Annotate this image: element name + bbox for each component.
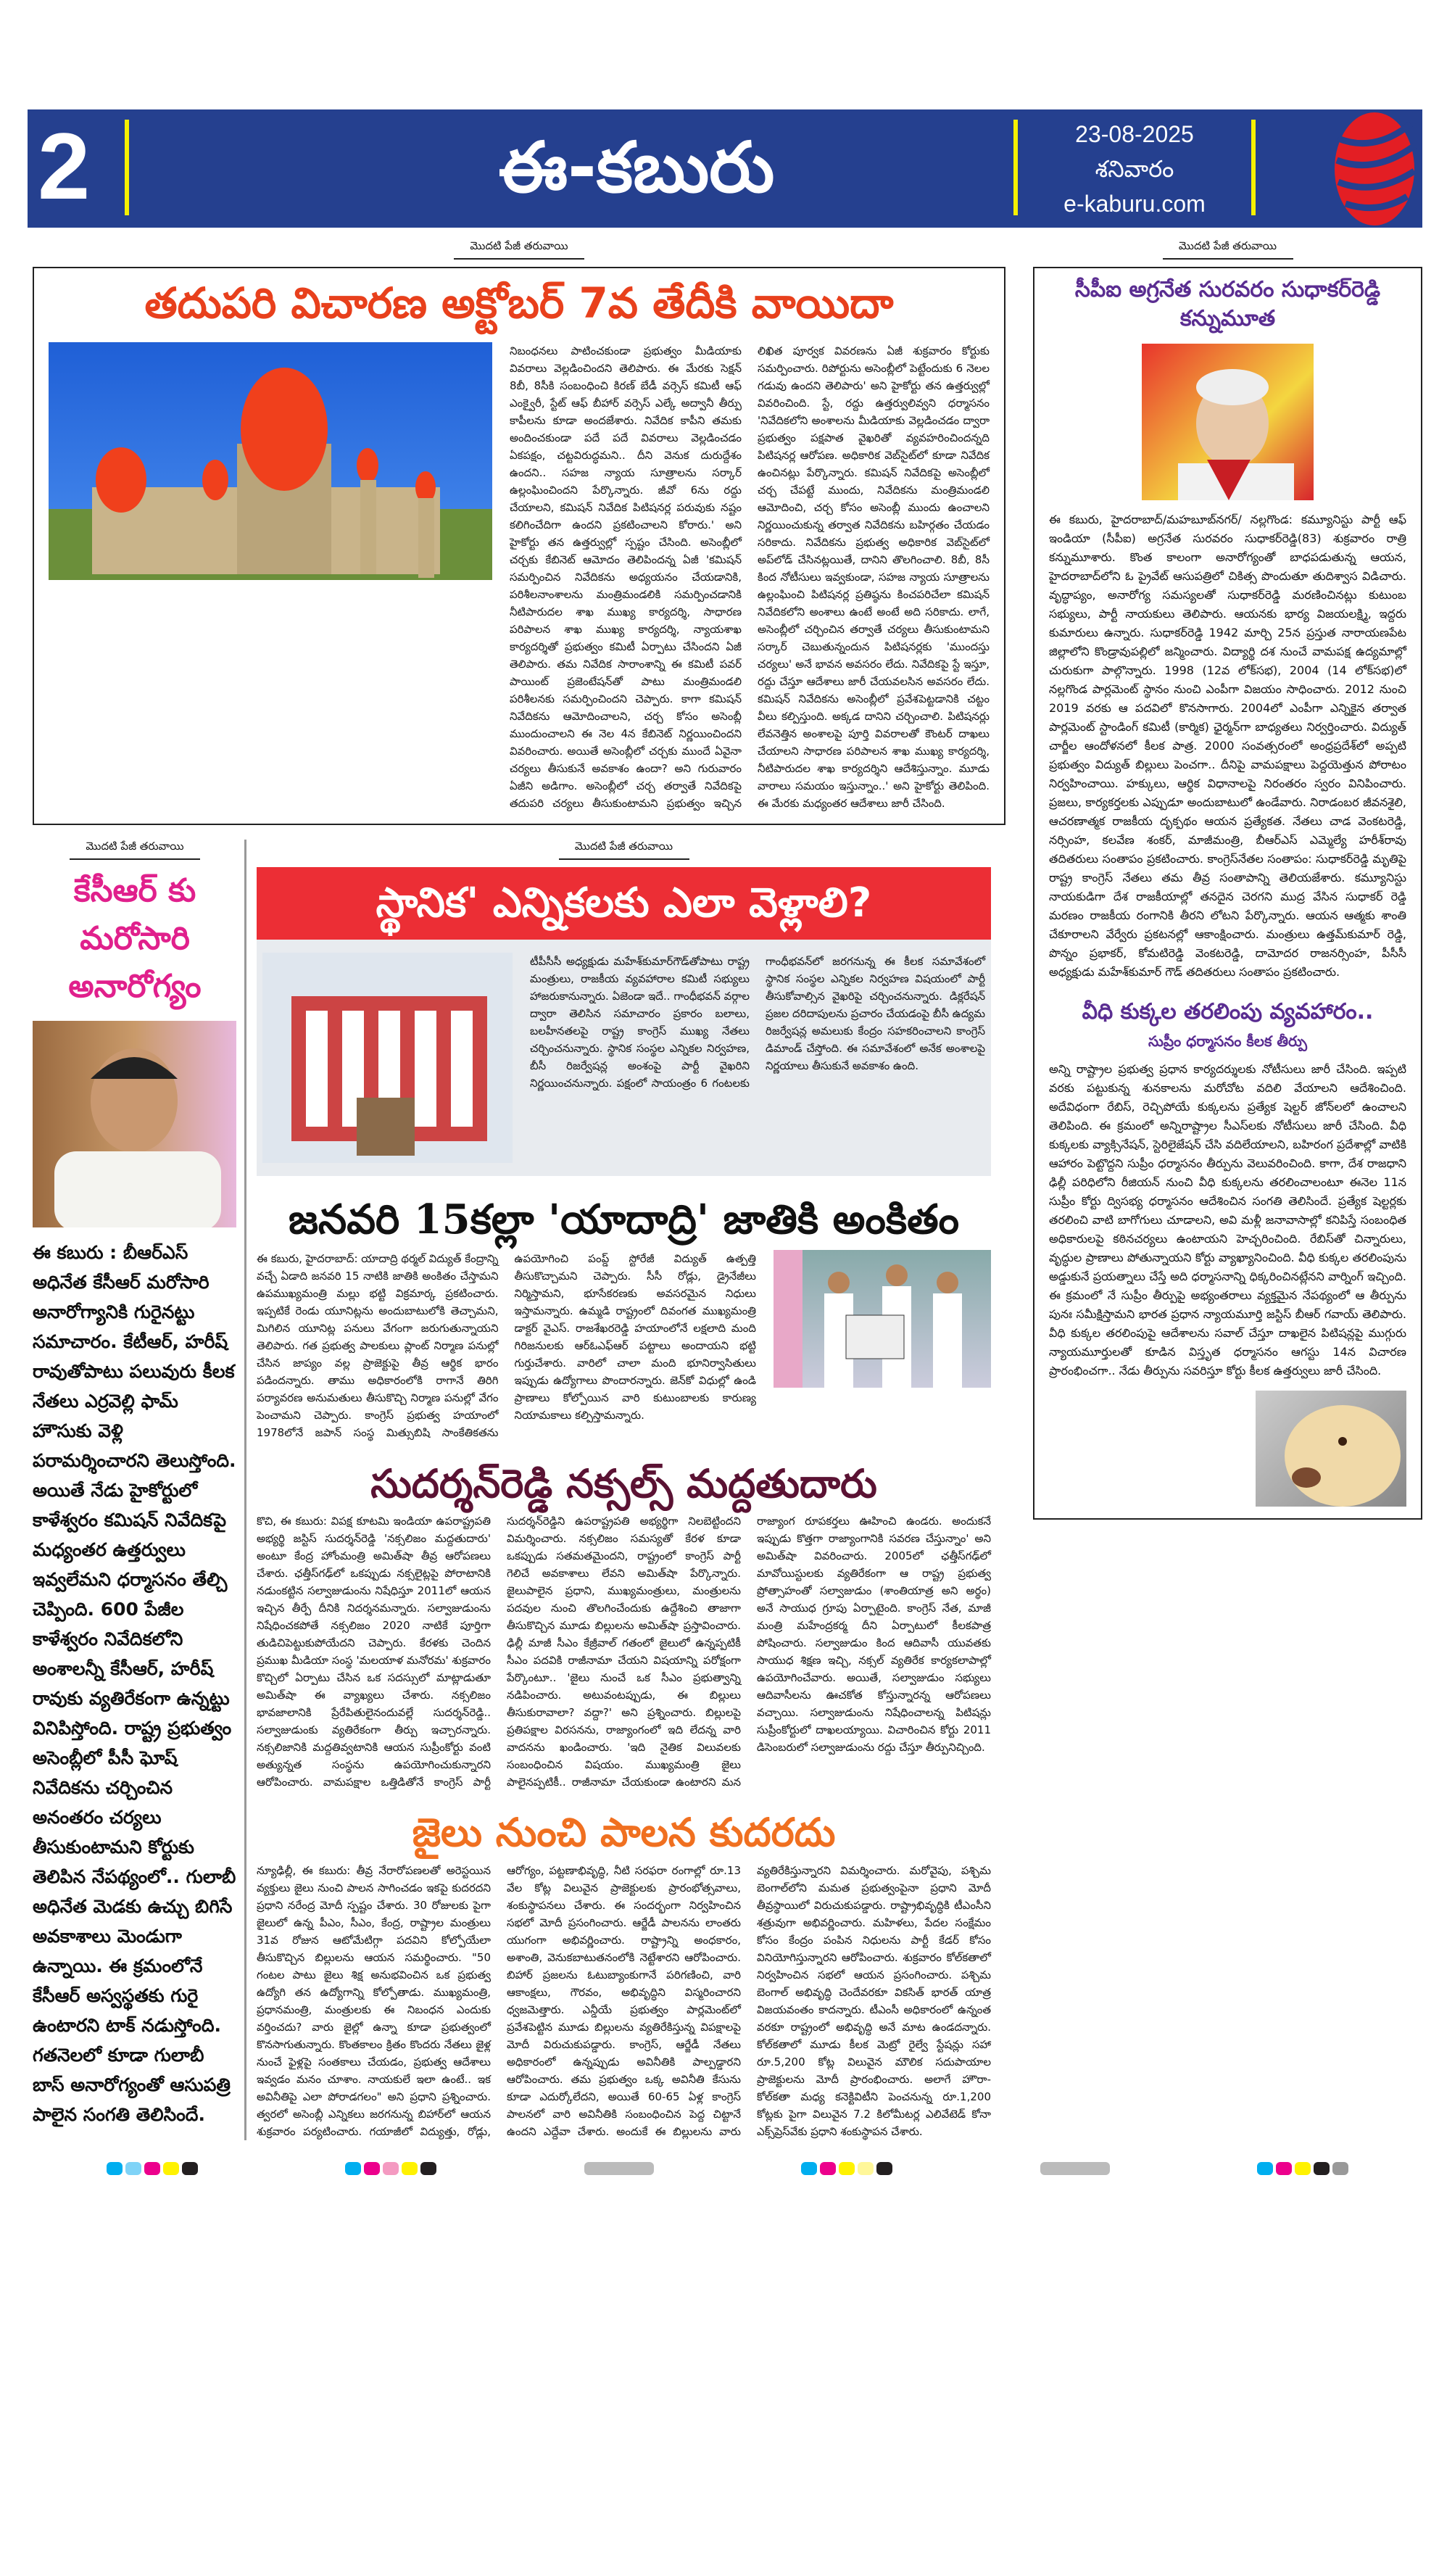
continued-label: మొదటి పేజీ తరువాయి	[454, 239, 584, 260]
building-photo	[262, 953, 513, 1163]
masthead	[28, 109, 1422, 228]
registration-marks	[107, 2162, 198, 2175]
headline	[33, 867, 237, 1011]
kcr-photo	[33, 1021, 236, 1227]
article-body: ఈ కబురు, హైదరాబాద్/మహబూబ్‌నగర్/ నల్లగొండ: కమ్యూనిస్టు పార్టీ ఆఫ్ ఇండియా (సీపీఐ) అగ్రనేత సురవరం సుధాకర్‌రెడ్డి(83) శుక్రవారం రాత్రి కన్నుమూశారు. కొంత కాలంగా అనారోగ్యంతో బాధపడుతున్న ఆయన, హైదరాబాద్‌లోని ఓ ప్రైవేట్ ఆసుపత్రిలో చికిత్స పొందుతూ తుదిశ్వాస విడిచారు. వృద్ధాప్యం, అనారోగ్య సమస్యలతో సుధాకర్‌రెడ్డి మరణించినట్లు కుటుంబ సభ్యులు, పార్టీ నాయకులు తెలిపారు. ఆయనకు భార్య విజయలక్ష్మి, ఇద్దరు కుమారులు ఉన్నారు. సుధాకర్‌రెడ్డి 1942 మార్చి 25న ప్రస్తుత నారాయణపేట జిల్లాలోని కొండ్రావుపల్లిలో జన్మించారు. విద్యార్థి దశ నుంచే వామపక్ష ఉద్యమాల్లో చురుకుగా పాల్గొన్నారు. 1998 (12వ లోక్‌సభ), 2004 (14 లోక్‌సభ)లో నల్లగొండ పార్లమెంట్ స్థానం నుంచి ఎంపీగా విజయం సాధించారు. 2012 నుంచి 2019 వరకు ఆ పదవిలో కొనసాగారు. 2004లో ఎంపీగా ఎన్నికైన తర్వాత పార్లమెంట్ స్టాండింగ్ కమిటీ (కార్మిక) ఛైర్మన్‌గా బాధ్యతలు నిర్వర్తించారు. విద్యుత్ చార్జీల ఆందోళనలో కీలక పాత్ర. 2000 సంవత్సరంలో అంధ్రప్రదేశ్‌లో అప్పటి ప్రభుత్వం విద్యుత్ బిల్లులు పెంచగా.. దీనిపై వామపక్షాలు పెద్దయెత్తున పోరాటం నిర్వహించాయి. హక్కులు, ఆర్థిక విధానాలపై నిరంతరం స్వరం వినిపించారు. ప్రజలు, కార్యకర్తలకు ఎప్పుడూ అందుబాటులో ఉండేవారు. నిరాడంబర జీవనశైలి, ఆచరణాత్మక రాజకీయ దృక్పథం ఆయన ప్రత్యేకత. నేతలు చాడ వెంకటరెడ్డి, నర్సింహ, కలవేణ శంకర్, మాజీమంత్రి, బీఆర్‌ఎస్ ఎమ్మెల్యే హరీశ్‌రావు తదితరులు సంతాపం ప్రకటించారు. కాంగ్రెస్‌నేతల సంతాపం: సుధాకర్‌రెడ్డి మృతిపై రాష్ట్ర కాంగ్రెస్ నేతలు తమ తీవ్ర సంతాపాన్ని తెలియజేశారు. కమ్యూనిస్టు నాయకుడిగా దేశ రాజకీయాల్లో తనదైన చెరగని ముద్ర వేసిన సుధాకర్ రెడ్డి మరణం రాజకీయ రంగానికి తీరని లోటని పేర్కొన్నారు. ఆయన ఆత్మకు శాంతి చేకూరాలని వేర్వేరు ప్రకటనల్లో ఆకాంక్షించారు. మంత్రులు ఉత్తమ్‌కుమార్ రెడ్డి, పొన్నం ప్రభాకర్, కోమటిరెడ్డి వెంకటరెడ్డి, దామోదర రాజనర్సింహ, పీసీసీ అధ్యక్షుడు మహేశ్‌కుమార్ గౌడ్ తదితరులు సంతాపం ప్రకటించారు.	[1049, 513, 1406, 979]
registration-marks	[345, 2162, 436, 2175]
banner-local-elections	[257, 867, 991, 940]
article-body: టీపీసీసీ అధ్యక్షుడు మహేశ్‌కుమార్‌గౌడ్‌తోపాటు రాష్ట్ర మంత్రులు, రాజకీయ వ్యవహారాల కమిటీ సభ్యులు హాజరుకానున్నారు. ఏజెండా ఇదే.. గాంధీభవన్ వర్గాల ద్వారా తెలిసిన సమాచారం ప్రకారం బలాలు, బలహీనతలపై రాష్ట్ర కాంగ్రెస్ ముఖ్య నేతలు చర్చించనున్నారు. స్థానిక సంస్థల ఎన్నికల నిర్వహణ, బీసీ రిజర్వేషన్ల అంశంపై పార్టీ వైఖరిని నిర్ణయించనున్నారు. పక్షంలో సాయంత్రం 6 గంటలకు గాంధీభవన్‌లో జరగనున్న ఈ కీలక సమావేశంలో స్థానిక సంస్థల ఎన్నికల నిర్వహణ విషయంలో పార్టీ తీసుకోవాల్సిన వైఖరిపై చర్చించనున్నారు. డిక్లరేషన్ ప్రజల దరిదాపులను ప్రచారం చేయడంపై బీసీ ఉద్యమ రిజర్వేషన్ల అమలుకు కేంద్రం సహకరించాలని కాంగ్రెస్ డిమాండ్ చేస్తోంది. ఈ సమావేశంలో అనేక అంశాలపై నిర్ణయాలు తీసుకునే అవకాశం ఉంది.	[530, 955, 985, 1090]
divider	[1013, 120, 1018, 215]
headline: తదుపరి విచారణ అక్టోబర్ 7వ తేదీకి వాయిదా	[144, 278, 894, 328]
headline-sudarshan: సుదర్శన్‌రెడ్డి నక్సల్స్ మద్దతుదారు	[370, 1460, 877, 1507]
registration-marks	[1257, 2162, 1348, 2175]
lower-section	[33, 840, 1005, 2140]
registration-marks	[1040, 2162, 1110, 2175]
article-body: నిబంధనలు పాటించకుండా ప్రభుత్వం మీడియాకు వివరాలు వెల్లడించిందని తెలిపారు. ఈ మేరకు సెక్షన్ 8బీ, 8సీకి సంబంధించి కిరణ్ బేడీ వర్సెస్ కమిటీ ఆఫ్ ఎంక్వైరీ, స్టేట్ ఆఫ్ బీహార్ వర్సెస్ ఎల్కే అద్వానీ తీర్పు కాపీలను కూడా అందజేశారు. నివేదిక కాపీని తమకు అందించకుండా పదే పదే వివరాలు వెల్లడించడం ఏకపక్షం, చట్టవిరుద్ధమని.. దీని వెనుక దురుద్దేశం ఉందని.. సహజ న్యాయ సూత్రాలను సర్కార్ ఉల్లంఘించిందని పేర్కొన్నారు. జీవో 6ను రద్దు చేయాలని, కమిషన్ నివేదిక పిటిషనర్ల పరువుకు నష్టం కలిగించేదిగా ఉందని ప్రకటించాలని కోరారు.' అని హైకోర్టు తన ఉత్తర్వుల్లో స్పష్టం చేసింది. అసెంబ్లీలో చర్చకు కేబినెట్ ఆమోదం తెలిపిందన్న ఏజీ 'కమిషన్ సమర్పించిన నివేదికను అధ్యయనం చేయడానికి, పరిశీలనాంశాలను మంత్రిమండలికి సమర్పించడానికి నీటిపారుదల శాఖ ముఖ్య కార్యదర్శి, సాధారణ పరిపాలన శాఖ ముఖ్య కార్యదర్శి, న్యాయశాఖ కార్యదర్శితో ప్రభుత్వం కమిటీ ఏర్పాటు చేసిందని ఏజీ తెలిపారు. తమ నివేదిక సారాంశాన్ని ఈ కమిటీ పవర్ పాయింట్ ప్రజెంటేషన్‌తో పాటు మంత్రిమండలి పరిశీలనకు సమర్పించిందని చెప్పారు. కాగా కమిషన్ నివేదికను ఆమోదించాలని, చర్చ కోసం అసెంబ్లీ ముందుంచాలని ఈ నెల 4న కేబినెట్ నిర్ణయించిందని వివరించారు. అయితే అసెంబ్లీలో చర్చకు ముందే ఏవైనా చర్యలు తీసుకునే అవకాశం ఉందా? అని గురువారం ఏజీని అడిగాం. అసెంబ్లీలో చర్చ తర్వాతే నివేదికపై తదుపరి చర్యలు తీసుకుంటామని ప్రభుత్వం ఇచ్చిన లిఖిత పూర్వక వివరణను ఏజీ శుక్రవారం కోర్టుకు సమర్పించారు. రిపోర్టును అసెంబ్లీలో పెట్టేందుకు 6 నెలల గడువు ఉందని తెలిపారు' అని హైకోర్టు తన ఉత్తర్వుల్లో వివరించింది. స్టే, రద్దు ఉత్తర్వులివ్వని ధర్మాసనం 'నివేదికలోని అంశాలను మీడియాకు వెల్లడించడం ద్వారా ప్రభుత్వం పక్షపాత వైఖరితో వ్యవహరించిందన్నది పిటిషనర్ల ఆరోపణ. అధికారిక వెబ్‌సైట్‌లో కూడా నివేదిక ఉంచినట్లు పేర్కొన్నారు. కమిషన్ నివేదికపై అసెంబ్లీలో చర్చ చేపట్టే ముందు, నివేదికను మంత్రిమండలి ఆమోదించి, చర్చ కోసం అసెంబ్లీ ముందు ఉంచాలని నిర్ణయించుకున్న తర్వాత నివేదికను బహిర్గతం చేయడం సరికాదు. నివేదికను ప్రభుత్వ అధికారిక వెబ్‌సైట్‌లో అప్‌లోడ్ చేసినట్లయితే, దానిని తొలగించాలి. 8బీ, 8సీ కింద నోటీసులు ఇవ్వకుండా, సహజ న్యాయ సూత్రాలను ఉల్లంఘించి పిటిషనర్ల ప్రతిష్ఠను కించపరిచేలా కమిషన్ నివేదికలోని అంశాలు ఉంటే అంటే అది సరికాదు. లాగే, అసెంబ్లీలో చర్చించిన తర్వాతే చర్యలు తీసుకుంటామని సర్కార్ చెబుతున్నందున పిటిషనర్లకు 'ముందస్తు చర్యలు' అనే భావన అవసరం లేదు. నివేదికపై స్టే ఇస్తూ, రద్దు చేస్తూ ఆదేశాలు జారీ చేయవలసిన అవసరం లేదు. కమిషన్ నివేదికను అసెంబ్లీలో ప్రవేశపెట్టడానికి చట్టం వీలు కల్పిస్తుంది. అక్కడ దానిని చర్చించాలి. పిటిషనర్లు లేవనెత్తిన అంశాలపై పూర్తి వివరాలతో కౌంటర్ దాఖలు చేయాలని సాధారణ పరిపాలన శాఖ ముఖ్య కార్యదర్శి, నీటిపారుదల శాఖ కార్యదర్శిని ఆదేశిస్తున్నాం. మూడు వారాలు సమయం ఇస్తున్నాం..' అని హైకోర్టు తెలిపింది. ఈ మేరకు మధ్యంతర ఆదేశాలు జారీ చేసింది.	[510, 344, 990, 810]
headline-line: మరోసారి	[80, 920, 190, 957]
headline-jail: జైలు నుంచి పాలన కుదరదు	[412, 1810, 836, 1855]
registration-marks	[584, 2162, 654, 2175]
divider	[125, 120, 129, 215]
high-court-photo	[49, 342, 492, 580]
jail-body: న్యూఢిల్లీ, ఈ కబురు: తీవ్ర నేరారోపణలతో అరెస్టయిన వ్యక్తులు జైలు నుంచి పాలన సాగించడం ఇకపై కుదరదని ప్రధాని నరేంద్ర మోదీ స్పష్టం చేశారు. 30 రోజులకు పైగా జైలులో ఉన్న పీఎం, సీఎం, కేంద్ర, రాష్ట్రాల మంత్రులు 31వ రోజున ఆటోమేటిగ్గా పదవిని కోల్పోయేలా తీసుకొచ్చిన బిల్లులను ఆయన సమర్థించారు. "50 గంటల పాటు జైలు శిక్ష అనుభవించిన ఒక ప్రభుత్వ ఉద్యోగి తన ఉద్యోగాన్ని కోల్పోతాడు. ముఖ్యమంత్రి, ప్రధానమంత్రి, మంత్రులకు ఈ నిబంధన ఎందుకు వర్తించదు? వారు జైల్లో ఉన్నా కూడా ప్రభుత్వంలో కొనసాగుతున్నారు. కొంతకాలం క్రితం కొందరు నేతలు జైళ్ల నుంచే ఫైళ్లపై సంతకాలు చేయడం, ప్రభుత్వ ఆదేశాలు ఇవ్వడం మనం చూశాం. నాయకులే ఇలా ఉంటే.. ఇక అవినీతిపై ఎలా పోరాడగలం" అని ప్రధాని ప్రశ్నించారు. త్వరలో అసెంబ్లీ ఎన్నికలు జరగనున్న బిహార్‌లో ఆయన శుక్రవారం పర్యటించారు. గయాజీలో విద్యుత్తు, రోడ్లు, ఆరోగ్యం, పట్టణాభివృద్ధి, నీటి సరఫరా రంగాల్లో రూ.13 వేల కోట్ల విలువైన ప్రాజెక్టులకు ప్రారంభోత్సవాలు, శంకుస్థాపనలు చేశారు. ఈ సందర్భంగా నిర్వహించిన సభలో మోదీ ప్రసంగించారు. ఆర్జేడీ పాలనను లాంతరు యుగంగా అభివర్ణించారు. రాష్ట్రాన్ని అంధకారం, అశాంతి, వెనుకబాటుతనంలోకి నెట్టేశారని ఆరోపించారు. బిహార్ ప్రజలను ఓటుబ్యాంకుగానే పరిగణించి, వారి ఆకాంక్షలు, గౌరవం, అభివృద్ధిని విస్మరించారని ధ్వజమెత్తారు. ఎన్డీయే ప్రభుత్వం పార్లమెంట్‌లో ప్రవేశపెట్టిన మూడు బిల్లులను వ్యతిరేకిస్తున్న విపక్షాలపై మోదీ విరుచుకుపడ్డారు. కాంగ్రెస్, ఆర్జేడీ నేతలు అధికారంలో ఉన్నప్పుడు అవినీతికి పాల్పడ్డారని ఆరోపించారు. తమ ప్రభుత్వం ఒక్క అవినీతి కేసును కూడా ఎదుర్కోలేదని, అయితే 60-65 ఏళ్ల కాంగ్రెస్ పాలనలో వారి అవినీతికి సంబంధించిన పెద్ద చిట్టానే ఉందని ఎద్దేవా చేశారు. అందుకే ఈ బిల్లులను వారు వ్యతిరేకిస్తున్నారని విమర్శించారు. మరోవైపు, పశ్చిమ బెంగాల్‌లోని మమత ప్రభుత్వంపైనా ప్రధాని మోదీ తీవ్రస్థాయిలో విరుచుకుపడ్డారు. రాష్ట్రాభివృద్ధికి టీఎంసీని శత్రువుగా అభివర్ణించారు. మహిళలు, పేదల సంక్షేమం కోసం కేంద్రం పంపిన నిధులను పార్టీ కేడర్ కోసం వినియోగిస్తున్నారని ఆరోపించారు. శుక్రవారం కోల్‌కతాలో నిర్వహించిన సభలో ఆయన ప్రసంగించారు. పశ్చిమ బెంగాల్ అభివృద్ధి చెందేవరకూ వికసిత్ భారత్ యాత్ర విజయవంతం కాదన్నారు. టీఎంసీ అధికారంలో ఉన్నంత వరకూ రాష్ట్రంలో అభివృద్ధి అనే మాట ఉండదన్నారు. కోల్‌కతాలో మూడు కీలక మెట్రో రైల్వే స్టేషన్లు సహా రూ.5,200 కోట్ల విలువైన మౌలిక సదుపాయాల ప్రాజెక్టులను మోదీ ప్రారంభించారు. అలాగే హౌరా-కోల్‌కతా మధ్య కనెక్టివిటీని పెంచనున్న రూ.1,200 కోట్లకు పైగా విలువైన 7.2 కిలోమీటర్ల ఎలివేటెడ్ కోనా ఎక్స్‌ప్రెస్‌వేకు ప్రధాని శంకుస్థాపన చేశారు.	[257, 1864, 991, 2138]
headline: సీపీఐ అగ్రనేత సురవరం సుధాకర్‌రెడ్డి కన్నుమూత	[1074, 277, 1381, 331]
sudarshan-body: కొచి, ఈ కబురు: విపక్ష కూటమి ఇండియా ఉపరాష్ట్రపతి అభ్యర్థి జస్టిస్ సుదర్శన్‌రెడ్డి 'నక్సలిజం మద్దతుదారు' అంటూ కేంద్ర హోంమంత్రి అమిత్‌షా తీవ్ర ఆరోపణలు చేశారు. ఛత్తీస్‌గఢ్‌లో ఒకప్పుడు నక్సలైట్లపై పోరాటానికి నడుంకట్టిన సల్వాజుడుంను నిషేధిస్తూ 2011లో ఆయన ఇచ్చిన తీర్పే దీనికి నిదర్శనమన్నారు. సల్వాజుడుంను నిషేధించకపోతే నక్సలిజం 2020 నాటికే పూర్తిగా తుడిచిపెట్టుకుపోయేదని చెప్పారు. కేరళకు చెందిన ప్రముఖ మీడియా సంస్థ 'మలయాళ మనోరమ' శుక్రవారం కొచ్చిలో ఏర్పాటు చేసిన ఒక సదస్సులో మాట్లాడుతూ అమిత్‌షా ఈ వ్యాఖ్యలు చేశారు. నక్సలిజం భావజాలానికి ప్రేరేపితులైనందువల్లే సుదర్శన్‌రెడ్డి.. సల్వాజుడుంకు వ్యతిరేకంగా తీర్పు ఇచ్చారన్నారు. నక్సలిజానికి మద్దతివ్వటానికి ఆయన సుప్రీంకోర్టు వంటి అత్యున్నత సంస్థను ఉపయోగించుకున్నారని ఆరోపించారు. వామపక్షాల ఒత్తిడితోనే కాంగ్రెస్ పార్టీ సుదర్శన్‌రెడ్డిని ఉపరాష్ట్రపతి అభ్యర్థిగా నిలబెట్టిందని విమర్శించారు. నక్సలిజం సమస్యతో కేరళ కూడా ఒకప్పుడు సతమతమైందని, రాష్ట్రంలో కాంగ్రెస్ పార్టీ గెలిచే అవకాశాలు లేవని అమిత్‌షా పేర్కొన్నారు. జైలుపాలైన ప్రధాని, ముఖ్యమంత్రులు, మంత్రులను పదవుల నుంచి తొలగించేందుకు ఉద్దేశించి తాజాగా తీసుకొచ్చిన మూడు బిల్లులను అమిత్‌షా ప్రస్తావించారు. ఢిల్లీ మాజీ సీఎం కేజ్రీవాల్ గతంలో జైలులో ఉన్నప్పటికీ సీఎం పదవికి రాజీనామా చేయని విషయాన్ని పరోక్షంగా పేర్కొంటూ.. 'జైలు నుంచే ఒక సీఎం ప్రభుత్వాన్ని నడిపించారు. అటువంటప్పుడు, ఈ బిల్లులు తీసుకురావాలా? వద్దా?' అని ప్రశ్నించారు. బిల్లులపై ప్రతిపక్షాల విరసనను, రాజ్యాంగంలో ఇది లేదన్న వారి వాదనను ఖండించారు. 'ఇది నైతిక విలువలకు సంబంధించిన విషయం. ముఖ్యమంత్రి జైలు పాలైనప్పటికీ.. రాజీనామా చేయకుండా ఉంటారని మన రాజ్యాంగ రూపకర్తలు ఊహించి ఉండరు. అందుకనే ఇప్పుడు కొత్తగా రాజ్యాంగానికి సవరణ చేస్తున్నాం' అని అమిత్‌షా వివరించారు. 2005లో ఛత్తీస్‌గఢ్‌లో మావోయిస్టులకు వ్యతిరేకంగా ఆ రాష్ట్ర ప్రభుత్వ ప్రోత్సాహంతో సల్వాజుడుం (శాంతియాత్ర అని అర్థం) అనే సాయుధ గ్రూపు ఏర్పాటైంది. కాంగ్రెస్ నేత, మాజీ మంత్రి మహేంద్రకర్మ దీని ఏర్పాటులో కీలకపాత్ర పోషించారు. సల్వాజుడుం కింద ఆదివాసీ యువతకు సాయుధ శిక్షణ ఇచ్చి, నక్సల్ వ్యతిరేక కార్యకలాపాల్లో ఉపయోగించేవారు. అయితే, సల్వాజుడుం సభ్యులు ఆదివాసీలను ఊచకోత కోస్తున్నారన్న ఆరోపణలు వచ్చాయి. సల్వాజుడుంను నిషేధించాలన్న పిటిషన్లు సుప్రీంకోర్టులో దాఖలయ్యాయి. విచారించిన కోర్టు 2011 డిసెంబరులో సల్వాజుడుంను రద్దు చేస్తూ తీర్పునిచ్చింది.	[257, 1515, 991, 1789]
page-number: 2	[38, 113, 91, 219]
dog-photo	[1256, 1391, 1406, 1507]
date-block	[1029, 117, 1240, 221]
date: 23-08-2025	[1075, 121, 1194, 147]
yadadri-event-photo	[774, 1250, 991, 1388]
person-portrait-icon	[1142, 344, 1314, 500]
dogs-headline: వీధి కుక్కల తరలింపు వ్యవహారం..	[1082, 999, 1374, 1024]
divider	[1251, 120, 1256, 215]
article-kcr	[33, 840, 246, 2140]
continued-label: మొదటి పేజీ తరువాయి	[559, 840, 689, 860]
brand-title: ఈ-కబురు	[498, 127, 775, 208]
article-body: ఈ కబురు : బీఆర్ఎస్ అధినేత కేసీఆర్ మరోసారి అనారోగ్యానికి గురైనట్టు సమాచారం. కేటీఆర్, హరీష్ రావుతోపాటు పలువురు కీలక నేతలు ఎర్రవెల్లి ఫామ్ హౌసుకు వెళ్లి పరామర్శించారని తెలుస్తోంది. అయితే నేడు హైకోర్టులో కాళేశ్వరం కమిషన్ నివేదికపై మధ్యంతర ఉత్తర్వులు ఇవ్వలేమని ధర్మాసనం తేల్చి చెప్పింది. 600 పేజీల కాళేశ్వరం నివేదికలోని అంశాలన్నీ కేసీఆర్, హరీష్ రావుకు వ్యతిరేకంగా ఉన్నట్టు వినిపిస్తోంది. రాష్ట్ర ప్రభుత్వం అసెంబ్లీలో పీసీ ఘోష్ నివేదికను చర్చించిన అనంతరం చర్యలు తీసుకుంటామని కోర్టుకు తెలిపిన నేపథ్యంలో.. గులాబీ అధినేత మెడకు ఉచ్చు బిగిసే అవకాశాలు మెండుగా ఉన్నాయి. ఈ క్రమంలోనే కేసీఆర్ అస్వస్థతకు గురై ఉంటారని టాక్ నడుస్తోంది. గతనెలలో కూడా గులాబీ బాస్ అనారోగ్యంతో ఆసుపత్రి పాలైన సంగతి తెలిసిందే.	[33, 1242, 236, 2125]
building-statue-icon	[262, 953, 513, 1163]
article-cpi	[1033, 267, 1422, 1520]
headline: స్థానిక' ఎన్నికలకు ఎలా వెళ్లాలి?	[376, 879, 872, 927]
yadadri-body: ఈ కబురు, హైదరాబాద్: యాదాద్రి థర్మల్ విద్యుత్ కేంద్రాన్ని వచ్చే ఏడాది జనవరి 15 నాటికి జాతికి అంకితం చేస్తామని ఉపముఖ్యమంత్రి మల్లు భట్టి విక్రమార్క ప్రకటించారు. ఇప్పటికే రెండు యూనిట్లను అందుబాటులోకి తెచ్చామని, మిగిలిన యూనిట్ల పనులు వేగంగా జరుగుతున్నాయని తెలిపారు. గత ప్రభుత్వ పాలకులు ప్లాంట్ నిర్మాణ పనుల్లో చేసిన జాప్యం వల్ల ప్రాజెక్టుపై తీవ్ర ఆర్థిక భారం పడిందన్నారు. తాము అధికారంలోకి రాగానే తిరిగి పర్యావరణ అనుమతులు తీసుకొచ్చి నిర్మాణ పనుల్లో వేగం పెంచామని చెప్పారు. కాంగ్రెస్ ప్రభుత్వ హయాంలో 1978లోనే జపాన్ సంస్థ మిత్సుబిషి సాంకేతికతను ఉపయోగించి పంప్డ్ స్టోరేజీ విద్యుత్ ఉత్పత్తి తీసుకొచ్చామని చెప్పారు. సీసీ రోడ్లు, డ్రైనేజీలు నిర్మిస్తామని, భూసేకరణకు అవసరమైన నిధులు ఇస్తామన్నారు. ఉమ్మడి రాష్ట్రంలో దివంగత ముఖ్యమంత్రి డాక్టర్ వైఎస్. రాజశేఖరరెడ్డి హయాంలోనే లక్షలాది మంది గిరిజనులకు ఆర్‌ఓఎఫ్ఆర్ పట్టాలు అందాయని భట్టి గుర్తుచేశారు. వారిలో చాలా మంది భూనిర్వాసితులు ఇప్పుడు ఉద్యోగాలు పొందారన్నారు. జెన్‌కో విధుల్లో ఉండి ప్రాణాలు కోల్పోయిన వారి కుటుంబాలకు కారుణ్య నియామకాలు కల్పిస్తామన్నారు.	[257, 1252, 756, 1439]
continued-label: మొదటి పేజీ తరువాయి	[1163, 239, 1293, 260]
brand-logo-icon	[1309, 109, 1425, 228]
website-link[interactable]: e-kaburu.com	[1063, 191, 1206, 217]
sudhakar-reddy-photo	[1142, 344, 1314, 500]
article-highcourt	[33, 267, 1005, 825]
registration-marks-row	[33, 2162, 1422, 2175]
registration-marks	[801, 2162, 892, 2175]
dogs-subheadline: సుప్రీం ధర్మాసనం కీలక తీర్పు	[1148, 1032, 1308, 1050]
weekday: శనివారం	[1095, 156, 1174, 182]
middle-column	[257, 840, 991, 2140]
continued-label: మొదటి పేజీ తరువాయి	[70, 840, 200, 860]
dogs-body: అన్ని రాష్ట్రాల ప్రభుత్వ ప్రధాన కార్యదర్శులకు నోటీసులు జారీ చేసింది. ఇప్పటి వరకు పట్టుకున్న శునకాలను మరోచోట వదిలి వేయాలని ఆదేశించింది. అదేవిధంగా రేబిస్, రెచ్చిపోయే కుక్కలను ప్రత్యేక షెల్టర్ జోన్‌లలో ఉంచాలని తెలిపింది. ఈ క్రమంలో అన్నిరాష్ట్రాల సీఎస్‌లకు నోటీసులు జారీ చేసింది. వీధి కుక్కలకు వ్యాక్సినేషన్, స్టెరిలైజేషన్ చేసి వదిలేయాలని, బహిరంగ ప్రదేశాల్లో వాటికి ఆహారం పెట్టొద్దని సుప్రీం ధర్మాసనం తీర్పును వెలువరించింది. కాగా, దేశ రాజధాని ఢిల్లీ పరిధిలోని రీజియన్ నుంచి వీధి కుక్కలను తరలించాలంటూ ఈనెల 11న సుప్రీం కోర్టు ద్విసభ్య ధర్మాసనం ఆదేశించిన సంగతి తెలిసిందే. ప్రత్యేక షెల్టర్లకు తరలించి వాటి బాగోగులు చూడాలని, అవి మళ్లీ జనావాసాల్లో కనిపిస్తే సంబంధిత అధికారులపై కఠినచర్యలు ఉంటాయని హెచ్చరించింది. రేబిస్‌తో చిన్నారులు, వృద్ధుల ప్రాణాలు పోతున్నాయని కోర్టు వ్యాఖ్యానించింది. వీధి కుక్కల తరలింపును అడ్డుకునే ప్రయత్నాలు చేస్తే అది ధర్మాసనాన్ని ధిక్కరించినట్లేనని వార్నింగ్ ఇచ్చింది. ఈ క్రమంలో నే సుప్రీం తీర్పుపై అభ్యంతరాలు వ్యక్తమైన నేపథ్యంలో ఆ తీర్పును పునః సమీక్షిస్తామని భారత ప్రధాన న్యాయమూర్తి జస్టిస్ బీఆర్ గవాయ్ తెలిపారు. వీధి కుక్కల తరలింపుపై ఆదేశాలను సవాల్ చేస్తూ దాఖలైన పిటిషన్లపై ముగ్గురు న్యాయమూర్తులతో కూడిన విస్తృత ధర్మాసనం ఆగస్టు 14న విచారణ ప్రారంభించగా.. నేడు తీర్పును సవరిస్తూ కోర్టు కీలక ఉత్తర్వులు జారీ చేసింది.	[1049, 1062, 1406, 1378]
high-court-building-icon	[49, 342, 492, 580]
headline-line: అనారోగ్యం	[68, 968, 202, 1005]
page-body	[33, 239, 1422, 2140]
article-local	[257, 940, 991, 1176]
left-area	[33, 239, 1005, 2140]
person-portrait-icon	[33, 1021, 236, 1227]
people-group-icon	[774, 1250, 991, 1388]
headline-yadadri: జనవరి 15కల్లా 'యాదాద్రి' జాతికి అంకితం	[288, 1196, 960, 1243]
headline-line: కేసీఆర్ కు	[73, 872, 196, 909]
right-column	[1033, 239, 1422, 1520]
dog-icon	[1256, 1391, 1406, 1507]
